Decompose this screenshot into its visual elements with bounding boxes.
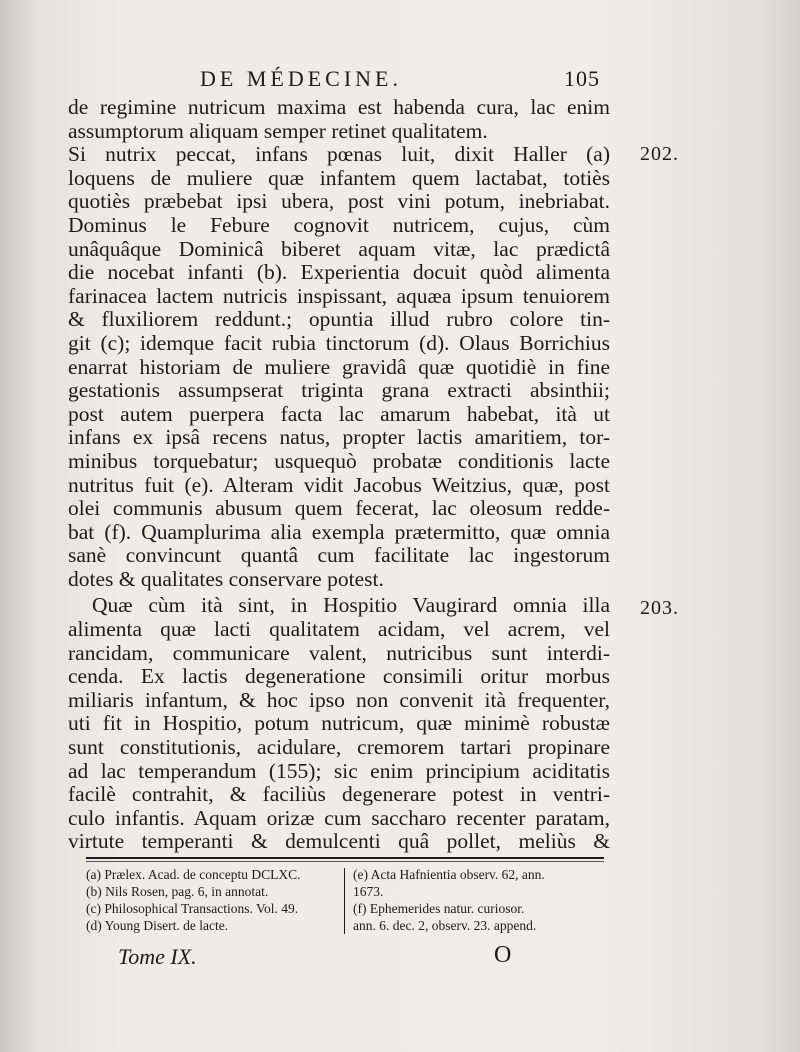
main-text-block bbox=[68, 96, 610, 854]
text-line: ad lac temperandum (155); sic enim principium aciditatis bbox=[68, 759, 610, 783]
text-line: nutritus fuit (e). Alteram vidit Jacobus Weitzius, quæ, post bbox=[68, 473, 610, 497]
text-line: farinacea lactem nutricis inspissant, aquæa ipsum tenuiorem bbox=[68, 284, 610, 308]
page-number: 105 bbox=[564, 66, 600, 91]
text-line: post autem puerpera facta lac amarum habebat, ità ut bbox=[68, 402, 610, 426]
text-line: rancidam, communicare valent, nutricibus sunt interdi- bbox=[68, 641, 610, 665]
footnote: ann. 6. dec. 2, observ. 23. append. bbox=[353, 918, 537, 933]
text-line: & fluxiliorem reddunt.; opuntia illud rubro colore tin- bbox=[68, 308, 610, 332]
text-line: die nocebat infanti (b). Experientia docuit quòd alimenta bbox=[68, 261, 610, 285]
footnote-column-divider bbox=[344, 868, 345, 934]
footnote-rule-thin bbox=[86, 861, 604, 862]
footnotes-left-column bbox=[86, 866, 338, 934]
running-head bbox=[200, 66, 600, 92]
margin-number: 203. bbox=[640, 597, 679, 619]
footnote: (e) Acta Hafnientia observ. 62, ann. bbox=[353, 867, 545, 882]
footnotes bbox=[86, 866, 606, 934]
text-line: Si nutrix peccat, infans pœnas luit, dixit Haller (a) bbox=[68, 143, 610, 167]
running-head-title: DE MÉDECINE. bbox=[200, 66, 402, 91]
footnote: (c) Philosophical Transactions. Vol. 49. bbox=[86, 901, 299, 916]
footnote: 1673. bbox=[353, 884, 384, 899]
text-line: olei communis abusum quem fecerat, lac oleosum redde- bbox=[68, 497, 610, 521]
text-line: alimenta quæ lacti qualitatem acidam, vel acrem, vel bbox=[68, 618, 610, 642]
text-line: assumptorum aliquam semper retinet qualitatem. bbox=[68, 119, 488, 143]
footnote: (d) Young Disert. de lacte. bbox=[86, 918, 229, 933]
footnote: (a) Prælex. Acad. de conceptu DCLXC. bbox=[86, 867, 301, 882]
volume-signature: Tome IX. bbox=[118, 944, 197, 969]
signature-letter: O bbox=[494, 942, 512, 968]
margin-number: 202. bbox=[640, 143, 679, 165]
text-line: enarrat historiam de muliere gravidâ quæ quotidiè in fine bbox=[68, 355, 610, 379]
text-line: dotes & qualitates conservare potest. bbox=[68, 567, 384, 591]
footnote: (b) Nils Rosen, pag. 6, in annotat. bbox=[86, 884, 269, 899]
text-line: cenda. Ex lactis degeneratione consimili oritur morbus bbox=[68, 665, 610, 689]
text-line: Dominus le Febure cognovit nutricem, cujus, cùm bbox=[68, 213, 610, 237]
text-line: uti fit in Hospitio, potum nutricum, quæ minimè robustæ bbox=[68, 712, 610, 736]
text-line: unâquâque Dominicâ biberet aquam vitæ, lac prædictâ bbox=[68, 237, 610, 261]
text-line: virtute temperanti & demulcenti quâ pollet, meliùs & bbox=[68, 830, 610, 854]
text-line: de regimine nutricum maxima est habenda cura, lac enim bbox=[68, 96, 610, 119]
text-line: sanè convincunt quantâ cum facilitate lac ingestorum bbox=[68, 544, 610, 568]
text-line: culo infantis. Aquam orizæ cum saccharo recenter paratam, bbox=[68, 806, 610, 830]
text-line: gestationis assumpserat triginta grana extracti absinthii; bbox=[68, 379, 610, 403]
text-line: miliaris infantum, & hoc ipso non convenit ità frequenter, bbox=[68, 688, 610, 712]
text-line: bat (f). Quamplurima alia exempla prætermitto, quæ omnia bbox=[68, 520, 610, 544]
text-line: git (c); idemque facit rubia tinctorum (d). Olaus Borrichius bbox=[68, 331, 610, 355]
footnotes-right-column bbox=[353, 866, 545, 934]
text-line: minibus torquebatur; usquequò probatæ conditionis lacte bbox=[68, 449, 610, 473]
text-line: Quæ cùm ità sint, in Hospitio Vaugirard omnia illa bbox=[92, 594, 610, 618]
footnote: (f) Ephemerides natur. curiosor. bbox=[353, 901, 525, 916]
footnote-rule bbox=[86, 857, 604, 859]
text-line: quotiès præbebat ipsi ubera, post vini potum, inebriabat. bbox=[68, 190, 610, 214]
text-line: infans ex ipsâ recens natus, propter lactis amaritiem, tor- bbox=[68, 426, 610, 450]
text-line: sunt constitutionis, acidulare, cremorem tartari propinare bbox=[68, 736, 610, 760]
text-line: facilè contrahit, & faciliùs degenerare potest in ventri- bbox=[68, 783, 610, 807]
text-line: loquens de muliere quæ infantem quem lactabat, totiès bbox=[68, 166, 610, 190]
